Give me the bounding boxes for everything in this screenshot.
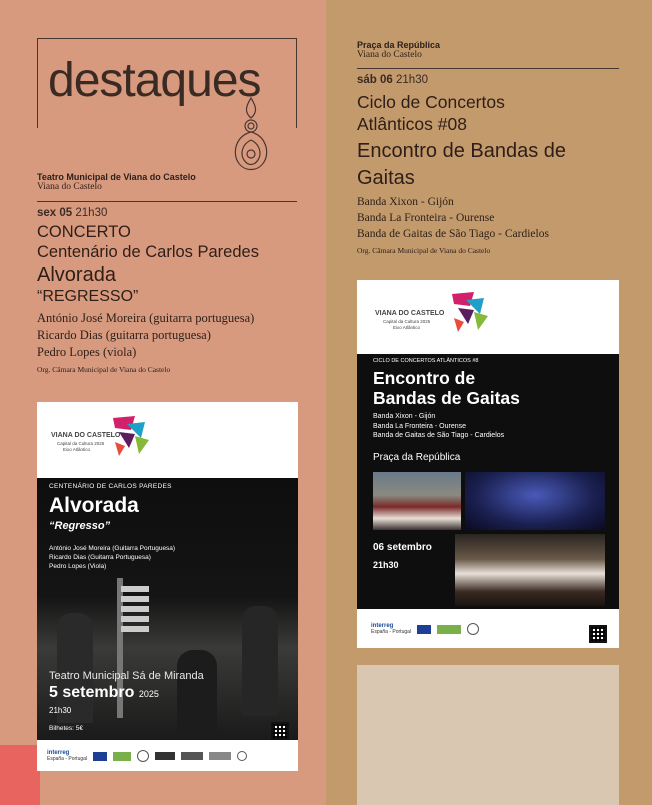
poster-dark-panel (357, 354, 619, 609)
gaitas-poster (357, 280, 619, 648)
poster-time: 21h30 (373, 560, 399, 570)
poster-date-day: 5 setembro (49, 684, 135, 701)
poster-date (49, 684, 159, 702)
left-venue-city: Viana do Castelo (37, 182, 102, 192)
left-subtitle: Centenário de Carlos Paredes (37, 243, 259, 261)
eu-flag-icon (93, 752, 107, 761)
poster-time: 21h30 (49, 706, 72, 715)
poster-title (373, 368, 520, 408)
left-venue (37, 172, 196, 192)
partner-logo-icon (181, 752, 203, 760)
right-venue-name: Praça da República (357, 40, 441, 50)
footer-interreg-sub: España - Portugal (47, 756, 88, 762)
right-org: Org. Câmara Municipal de Viana do Castelo (357, 246, 491, 255)
poster-dark-panel (37, 478, 298, 740)
band-photo-stage (465, 472, 605, 530)
poster-title-line2: Bandas de Gaitas (373, 388, 520, 408)
right-title-line4: Gaitas (357, 167, 415, 189)
empty-panel (357, 665, 619, 805)
poster-band: Banda de Gaitas de São Tiago - Cardielos (373, 432, 505, 439)
poster-venue: Praça da República (373, 452, 461, 463)
poster-title-line1: Encontro de (373, 368, 476, 388)
poster-date-year: 2025 (138, 689, 159, 699)
footer-interreg: interreg (371, 623, 394, 629)
poster-logo-line1: VIANA DO CASTELO (51, 432, 121, 439)
poster-band: Banda Xixon - Gijón (373, 413, 436, 420)
footer-interreg: interreg (47, 750, 70, 756)
poster-footer (357, 609, 619, 648)
left-quote: “REGRESSO” (37, 288, 139, 305)
right-venue-city: Viana do Castelo (357, 50, 422, 60)
right-band: Banda de Gaitas de São Tiago - Cardielos (357, 228, 549, 240)
poster-logo-line2: Capital da Cultura 2025 (57, 441, 105, 446)
partner-logo-icon (237, 751, 247, 761)
poster-kicker: CICLO DE CONCERTOS ATLÂNTICOS #8 (373, 358, 479, 364)
poster-musician-figure (177, 650, 217, 730)
left-performer: António José Moreira (guitarra portuguesa) (37, 311, 255, 325)
right-datetime (357, 74, 627, 86)
right-band: Banda La Fronteira - Ourense (357, 212, 495, 224)
right-title-line1: Ciclo de Concertos (357, 92, 505, 112)
partner-logo-icon (437, 625, 461, 634)
band-photo-street (373, 472, 461, 530)
crest-icon (137, 750, 149, 762)
poster-bands (373, 412, 504, 441)
partner-logo-icon (113, 752, 131, 761)
left-performer: Pedro Lopes (viola) (37, 345, 137, 359)
right-divider (357, 68, 619, 69)
right-event (357, 74, 627, 255)
poster-date: 06 setembro (373, 542, 432, 553)
page-title: destaques (48, 54, 261, 107)
poster-kicker: CENTENÁRIO DE CARLOS PAREDES (49, 483, 172, 490)
left-divider (37, 201, 297, 202)
left-time: 21h30 (75, 207, 108, 219)
band-photo-group (455, 534, 605, 606)
left-datetime (37, 207, 317, 219)
left-venue-name: Teatro Municipal de Viana do Castelo (37, 172, 196, 182)
poster-band: Banda La Fronteira - Ourense (373, 422, 466, 430)
poster-footer-logos (47, 750, 247, 762)
right-band: Banda Xixon - Gijón (357, 196, 454, 208)
poster-quote: “Regresso” (49, 520, 111, 532)
poster-logo-line1: VIANA DO CASTELO (375, 310, 445, 317)
corner-accent-block (0, 745, 40, 805)
poster-tickets: Bilhetes: 5€ (49, 725, 83, 732)
poster-footer (37, 740, 298, 771)
left-org: Org. Câmara Municipal de Viana do Castelo (37, 365, 171, 374)
poster-performer: António José Moreira (Guitarra Portuguesa) (49, 545, 176, 552)
left-event (37, 207, 317, 374)
left-day: sex 05 (37, 207, 73, 219)
poster-title: Alvorada (49, 494, 139, 517)
right-time: 21h30 (396, 74, 428, 86)
left-category: CONCERTO (37, 223, 131, 241)
eu-flag-icon (417, 625, 431, 634)
alvorada-poster (37, 402, 298, 771)
poster-performers (49, 544, 175, 571)
poster-qr-code-icon (589, 625, 607, 643)
poster-musician-figure (242, 606, 278, 716)
poster-logo-line3: Eixo Atlântico (63, 447, 91, 452)
ornament-icon (228, 96, 274, 180)
right-bands (357, 194, 627, 242)
partner-logo-icon (155, 752, 175, 760)
left-title: Alvorada (37, 264, 116, 286)
right-venue (357, 40, 440, 60)
right-title-line3: Encontro de Bandas de (357, 140, 567, 162)
poster-performer: Pedro Lopes (Viola) (49, 563, 107, 570)
left-performer: Ricardo Dias (guitarra portuguesa) (37, 328, 211, 342)
poster-performer: Ricardo Dias (Guitarra Portuguesa) (49, 554, 151, 561)
poster-venue: Teatro Municipal Sá de Miranda (49, 670, 204, 682)
crest-icon (467, 623, 479, 635)
poster-logo-line2: Capital da Cultura 2025 (383, 319, 431, 324)
right-day: sáb 06 (357, 74, 393, 86)
partner-logo-icon (209, 752, 231, 760)
poster-logo-line3: Eixo Atlântico (393, 325, 421, 330)
capital-culture-logo-icon (443, 290, 493, 336)
footer-interreg-sub: España - Portugal (371, 629, 412, 635)
right-title-line2: Atlânticos #08 (357, 114, 467, 134)
poster-qr-code-icon (271, 722, 289, 740)
poster-footer-logos (371, 623, 479, 635)
left-performers (37, 310, 317, 361)
